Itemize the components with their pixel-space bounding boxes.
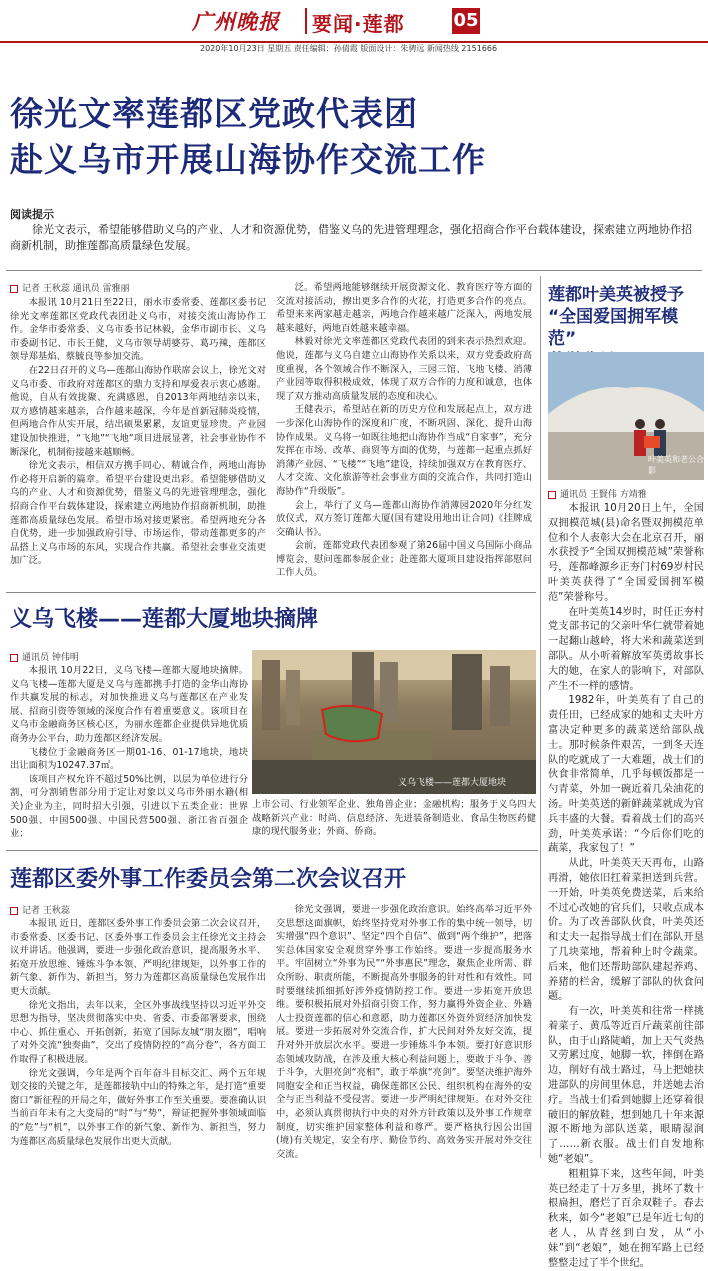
- bottom-col1-paragraph: 本报讯 近日，莲都区委外事工作委员会第二次会议召开，市委常委、区委书记、区委外事工作委员会主任徐光文主持会议并讲话。他强调，要进一步强化政治意识，提高服务水平、拓宽开放思维、锤炼斗争本领、严明纪律规矩，以外事工作的新气象、新作为、新担当，努力为莲都区高质量绿色发展作出更大贡献。: [10, 918, 266, 997]
- main-col2-paragraph: 林毅对徐光文率莲都区党政代表团的到来表示热烈欢迎。他说，莲都与义乌自建立山海协作关系以来，双方党委政府高度重视，各个领域合作不断深入，三园三馆、飞地飞楼、消薄产业园等取得积极成效，体现了双方合作的力度和诚意，也体现了双方推动高质量发展的态度和决心。: [276, 336, 532, 402]
- section2-byline: [10, 650, 79, 663]
- sidebar-paragraph: 有一次，叶美英和往常一样挑着菜子、黄瓜等近百斤蔬菜前往部队，由于山路陡峭，加上天气炎热又劳累过度，她脚一软，摔倒在路边，削好有战士路过，马上把她扶进部队的房间里休息，并送她去治疗。当战士们看到她脚上还穿着很破旧的解放鞋，想到她几十年来源源不断地为部队送菜，眼睛湿润了……新衣服。战士们自发地称她“老娘”。: [548, 1006, 704, 1166]
- issue-line: 2020年10月23日 星期五 责任编辑：孙倩霞 版面设计：朱骋远 新闻热线 2151666: [200, 44, 498, 53]
- bottom-col1-paragraph: 徐光文指出，去年以来，全区外事战线坚持以习近平外交思想为指导，坚决贯彻落实中央、省委、市委部署要求，围绕中心、抓住重心、开拓创新，拓宽了国际友城“朋友圈”，唱响了对外交流“独奏曲”，交出了疫情防控的“高分卷”，各方面工作取得了积极进展。: [10, 999, 266, 1065]
- byline-marker-icon: [548, 491, 556, 499]
- bottom-story-column-2: [276, 903, 532, 1160]
- main-byline-text: 记者 王秋蕊 通讯员 雷雅丽: [22, 284, 130, 294]
- byline-marker-icon: [10, 907, 18, 915]
- main-col2-paragraph: 王健表示，希望站在新的历史方位和发展起点上，双方进一步深化山海协作的深度和广度，不断巩固、深化、提升山海协作成果。义乌将一如既往地把山海协作当成“自家事”，充分发挥在市场、改革、商贸等方面的优势，与莲都一起重点抓好消薄产业园、“飞楼”“飞地”建设，持续加强双方在教育医疗、人才交流、文化旅游等社会事业方面的交流合作，共同打造山海协作“升级版”。: [276, 404, 532, 497]
- bottom-byline-text: 记者 王秋蕊: [22, 906, 70, 916]
- honoree-photo: [548, 352, 704, 480]
- lead-divider: [6, 270, 702, 271]
- byline-marker-icon: [10, 285, 18, 293]
- section2-byline-text: 通讯员 钟伟明: [22, 653, 79, 663]
- main-col2-paragraph: 泛。希望两地能够继续开展资源文化、教育医疗等方面的交流对接活动，擦出更多合作的火花，打造更多合作的亮点。希望来来两家越走越亲，两地合作越来越广泛深入，两地发展越来越好，两地百姓越来越幸福。: [276, 282, 532, 334]
- column-divider: [540, 276, 541, 846]
- main-headline-line1: 徐光文率莲都区党政代表团: [10, 94, 418, 133]
- masthead: [0, 0, 708, 42]
- section2-paragraph: 飞楼位于金融商务区一期01-16、01-17地块，地块出让面积为10247.37㎡。: [10, 746, 248, 772]
- sidebar-byline-text: 通讯员 王賢伟 方靖雅: [560, 490, 647, 500]
- main-col1-paragraph: 本报讯 10月21日至22日，丽水市委常委、莲都区委书记徐光文率莲都区党政代表团赴义乌市，对接交流山海协作工作。金华市委常委、义乌市委书记林毅，金华市副市长、义乌市委副书记、市长王健，义乌市领导胡婆芬、葛巧辣，莲都区领导郑基焰、蔡毓良等参加交流。: [10, 297, 266, 363]
- bottom-col1-paragraph: 徐光文强调，今年是两个百年奋斗目标交汇、两个五年规划交接的关键之年，是莲都接轨中山的特殊之年，是打造“重要窗口”新征程的开局之年，做好外事工作至关重要。要准确认识当前百年未有之大变局的“时”与“势”，辩证把握外事领域面临的“危”与“机”，以外事工作的新气象、新作为、新担当，努力为莲都区高质量绿色发展作出更大贡献。: [10, 1067, 266, 1147]
- sidebar-paragraph: 在叶美英14岁时，时任正夯村党支部书记的父亲叶华仁就带着她一起翻山越岭，将大米和蔬菜送到部队。从小听着解放军英勇故事长大的她，在家人的影响下，对部队产生不一样的感情。: [548, 606, 704, 692]
- bottom-byline: [10, 903, 70, 916]
- sidebar-paragraph: 1982年，叶美英有了自己的责任田，已经成家的她和丈夫叶方富决定种更多的蔬菜送给部队战士。那时候条件艰苦，一到冬天连队的吃就成了一大难题，战士们的伙食非常简单，几乎每顿饭都是一勺青菜，外加一碗近着几朵油花的汤。叶美英送的新鲜蔬菜就成为官兵丰盛的大餐。看着战士们的高兴劲，叶美英承诺：“今后你们吃的蔬菜，我家包了！”: [548, 695, 704, 855]
- section2-column-1: [10, 664, 248, 850]
- masthead-separator: [305, 8, 307, 34]
- section2-col2-paragraph: 上市公司、行业领军企业、独角兽企业；金融机构；服务于义乌四大战略新兴产业：时尚、信息经济、先进装备制造业、食品生物医药健康的现代服务业；外商、侨商。: [252, 799, 536, 838]
- section2-paragraph: 本报讯 10月22日，义乌飞楼—莲都大厦地块摘牌。义乌飞楼—莲都大厦是义乌与莲都携手打造的金华山海协作共赢发展的标志，对加快推进义乌与莲都区在产业发展、招商引资等领域的深度合作有着重要意义。该项目在义乌市金融商务区核心区，为丽水莲都企业提供异地优质商务办公平台，助力莲都区经济发展。: [10, 665, 248, 744]
- sidebar-paragraph: 粗粗算下来，这些年间，叶美英已经走了十万多里，挑坏了数十根扁担，磨烂了百余双鞋子。春去秋来，如今“老娘”已是年近七旬的老人，从青丝到白发，从“小妹”到“老娘”，她在拥军路上已经整整走过了半个世纪。: [548, 1168, 704, 1269]
- lead-label: 阅读提示: [10, 208, 54, 221]
- sidebar-divider: [540, 846, 541, 1158]
- main-col2-paragraph: 会上，举行了义乌—莲都山海协作消薄园2020年分红发放仪式，双方签订莲都大厦(国有建设用地出让合同)《挂牌成交确认书》。: [276, 499, 532, 538]
- sidebar-byline: [548, 487, 647, 500]
- sidebar-paragraph: 从此，叶美英天天再布，山路再滑，她依旧扛着菜担送到兵营。一开始，叶美英免费送菜，后来给不过心改她的官兵们，只收点成本价。为了改善部队伙食，叶美英还和丈夫一起指导战士们在部队开垦了几块菜地，帮着种上时令蔬菜。后来，他们还帮助部队建起养鸡、养猪的栏舍，缓解了部队的伙食问题。: [548, 858, 704, 1003]
- bottom-col2-paragraph: 徐光文强调，要进一步强化政治意识。始终高举习近平外交思想这面旗帜，始终坚持党对外事工作的集中统一领导，切实增强“四个意识”、坚定“四个自信”、做到“两个维护”，把落实总体国家安全观贯穿外事工作始终。要进一步提高服务水平。牢固树立“外事为民”“外事惠民”理念，聚焦企业所需、群众所盼、职责所能，不断提高外事服务的针对性和有效性。同时要继续抓细抓好涉外疫情防控工作。要进一步拓宽开放思维。要积极拓展对外招商引资工作，努力赢得外资企业、外籍人士投资莲都的信心和意愿，助力莲都区外资外贸经济加快发展。要进一步拓展对外交流合作，扩大民间对外友好交流，提升对外开放层次水平。要进一步锤炼斗争本领。要打好意识形态领域攻防战，在涉及重大核心利益问题上，要敢于斗争、善于斗争，大胆亮剑“亮相”，敢于举旗“亮剑”。要坚决维护海外同胞安全和正当权益，确保莲都区公民、组织机构在海外的安全与正当利益不受侵害。要进一步严明纪律规矩。在对外交往中，必须认真贯彻执行中央的对外方针政策以及外事工作规章制度，切实维护国家整体利益和尊严。要严格执行因公出国(境)有关规定，安全有序、勤俭节约、高效务实开展对外交往交流。: [276, 904, 532, 1160]
- aerial-photo-caption: 义乌飞楼——莲都大厦地块: [397, 778, 506, 788]
- main-story-column-2: [276, 281, 532, 586]
- main-headline-line2: 赴义乌市开展山海协作交流工作: [10, 140, 486, 179]
- newspaper-logo: 广州晚报: [192, 9, 280, 34]
- honoree-photo-caption: 叶美英和老公合影: [648, 455, 704, 475]
- aerial-photo-illustration: [252, 650, 536, 794]
- main-col1-paragraph: 在22日召开的义乌—莲都山海协作联席会议上，徐光文对义乌市委、市政府对莲都区的鼎力支持和厚爱表示衷心感谢。他说，自从有效拢聚、充满感恩，自2013年两地结亲以来，双方感情越来越亲，合作越来越深，今年是首新冠肺炎疫情，但两地合作从实开展，结出硕果累累，友谊更显珍贵。产业园建设加快推进，“飞地”“飞地”项目进展显著，社会事业协作不断深化，机制衔接越来越顺畅。: [10, 364, 266, 458]
- bottom-story-headline: 莲都区委外事工作委员会第二次会议召开: [10, 867, 407, 892]
- bottom-story-column-1: [10, 917, 266, 1157]
- aerial-site-photo: [252, 650, 536, 794]
- sidebar-headline-line1: 莲都叶美英被授予: [548, 285, 684, 305]
- sidebar-body: [548, 502, 704, 1269]
- page-number: 05: [452, 8, 480, 34]
- byline-marker-icon: [10, 654, 18, 662]
- section-title: 要闻·莲都: [312, 12, 405, 36]
- section2-column-2: [252, 798, 536, 848]
- bottom-story-top-rule: [6, 850, 538, 851]
- section2-paragraph: 该项目产权允许不超过50%比例，以层为单位进行分割，可分割销售部分用于定让对象以义乌市外丽水籍(相关)企业为主，同时招大引强，引进以下五类企业：世界500强、中国500强、中国民营500强、浙江省百强企业；: [10, 773, 248, 840]
- lead-summary: 徐光文表示，希望能够借助义乌的产业、人才和资源优势，借鉴义乌的先进管理理念，强化招商合作平台载体建设，探索建立两地协作招商新机制，助推莲都高质量绿色发展。: [10, 223, 692, 252]
- section2-top-rule: [6, 592, 536, 593]
- main-col1-paragraph: 徐光文表示，相信双方携手同心、精诚合作，两地山海协作必将开启新的篇章。希望平台建设更出彩。希望能够借助义乌的产业、人才和资源优势，借鉴义乌的先进管理理念，强化招商合作平台载体建设，探索建立两地协作招商新机制，助推莲都高质量绿色发展。希望市场对接更紧密。希望两地充分各自优势，进一步加强政府引导、市场运作，带动莲都更多的产品搭上义乌市场的东风，实现合作共赢。希望社会事业交流更加广泛。: [10, 460, 266, 567]
- main-col2-paragraph: 会前，莲都党政代表团参观了第26届中国义乌国际小商品博览会，慰问莲都参展企业；赴莲都大厦项目建设指挥部慰问工作人员。: [276, 540, 532, 579]
- section2-headline: 义乌飞楼——莲都大厦地块摘牌: [10, 607, 319, 632]
- sidebar-paragraph: 本报讯 10月20日上午，全国双拥模范城(县)命名暨双拥模范单位和个人表彰大会在北京召开，丽水获授予“全国双拥模范城”荣誉称号，莲都峰源乡正夯门村69岁村民叶美英获得了“全国爱国拥军模范”荣誉称号。: [548, 503, 704, 603]
- main-story-column-1: [10, 296, 266, 586]
- main-byline: [10, 281, 130, 294]
- sidebar-headline-line2: “全国爱国拥军模范”: [548, 307, 679, 349]
